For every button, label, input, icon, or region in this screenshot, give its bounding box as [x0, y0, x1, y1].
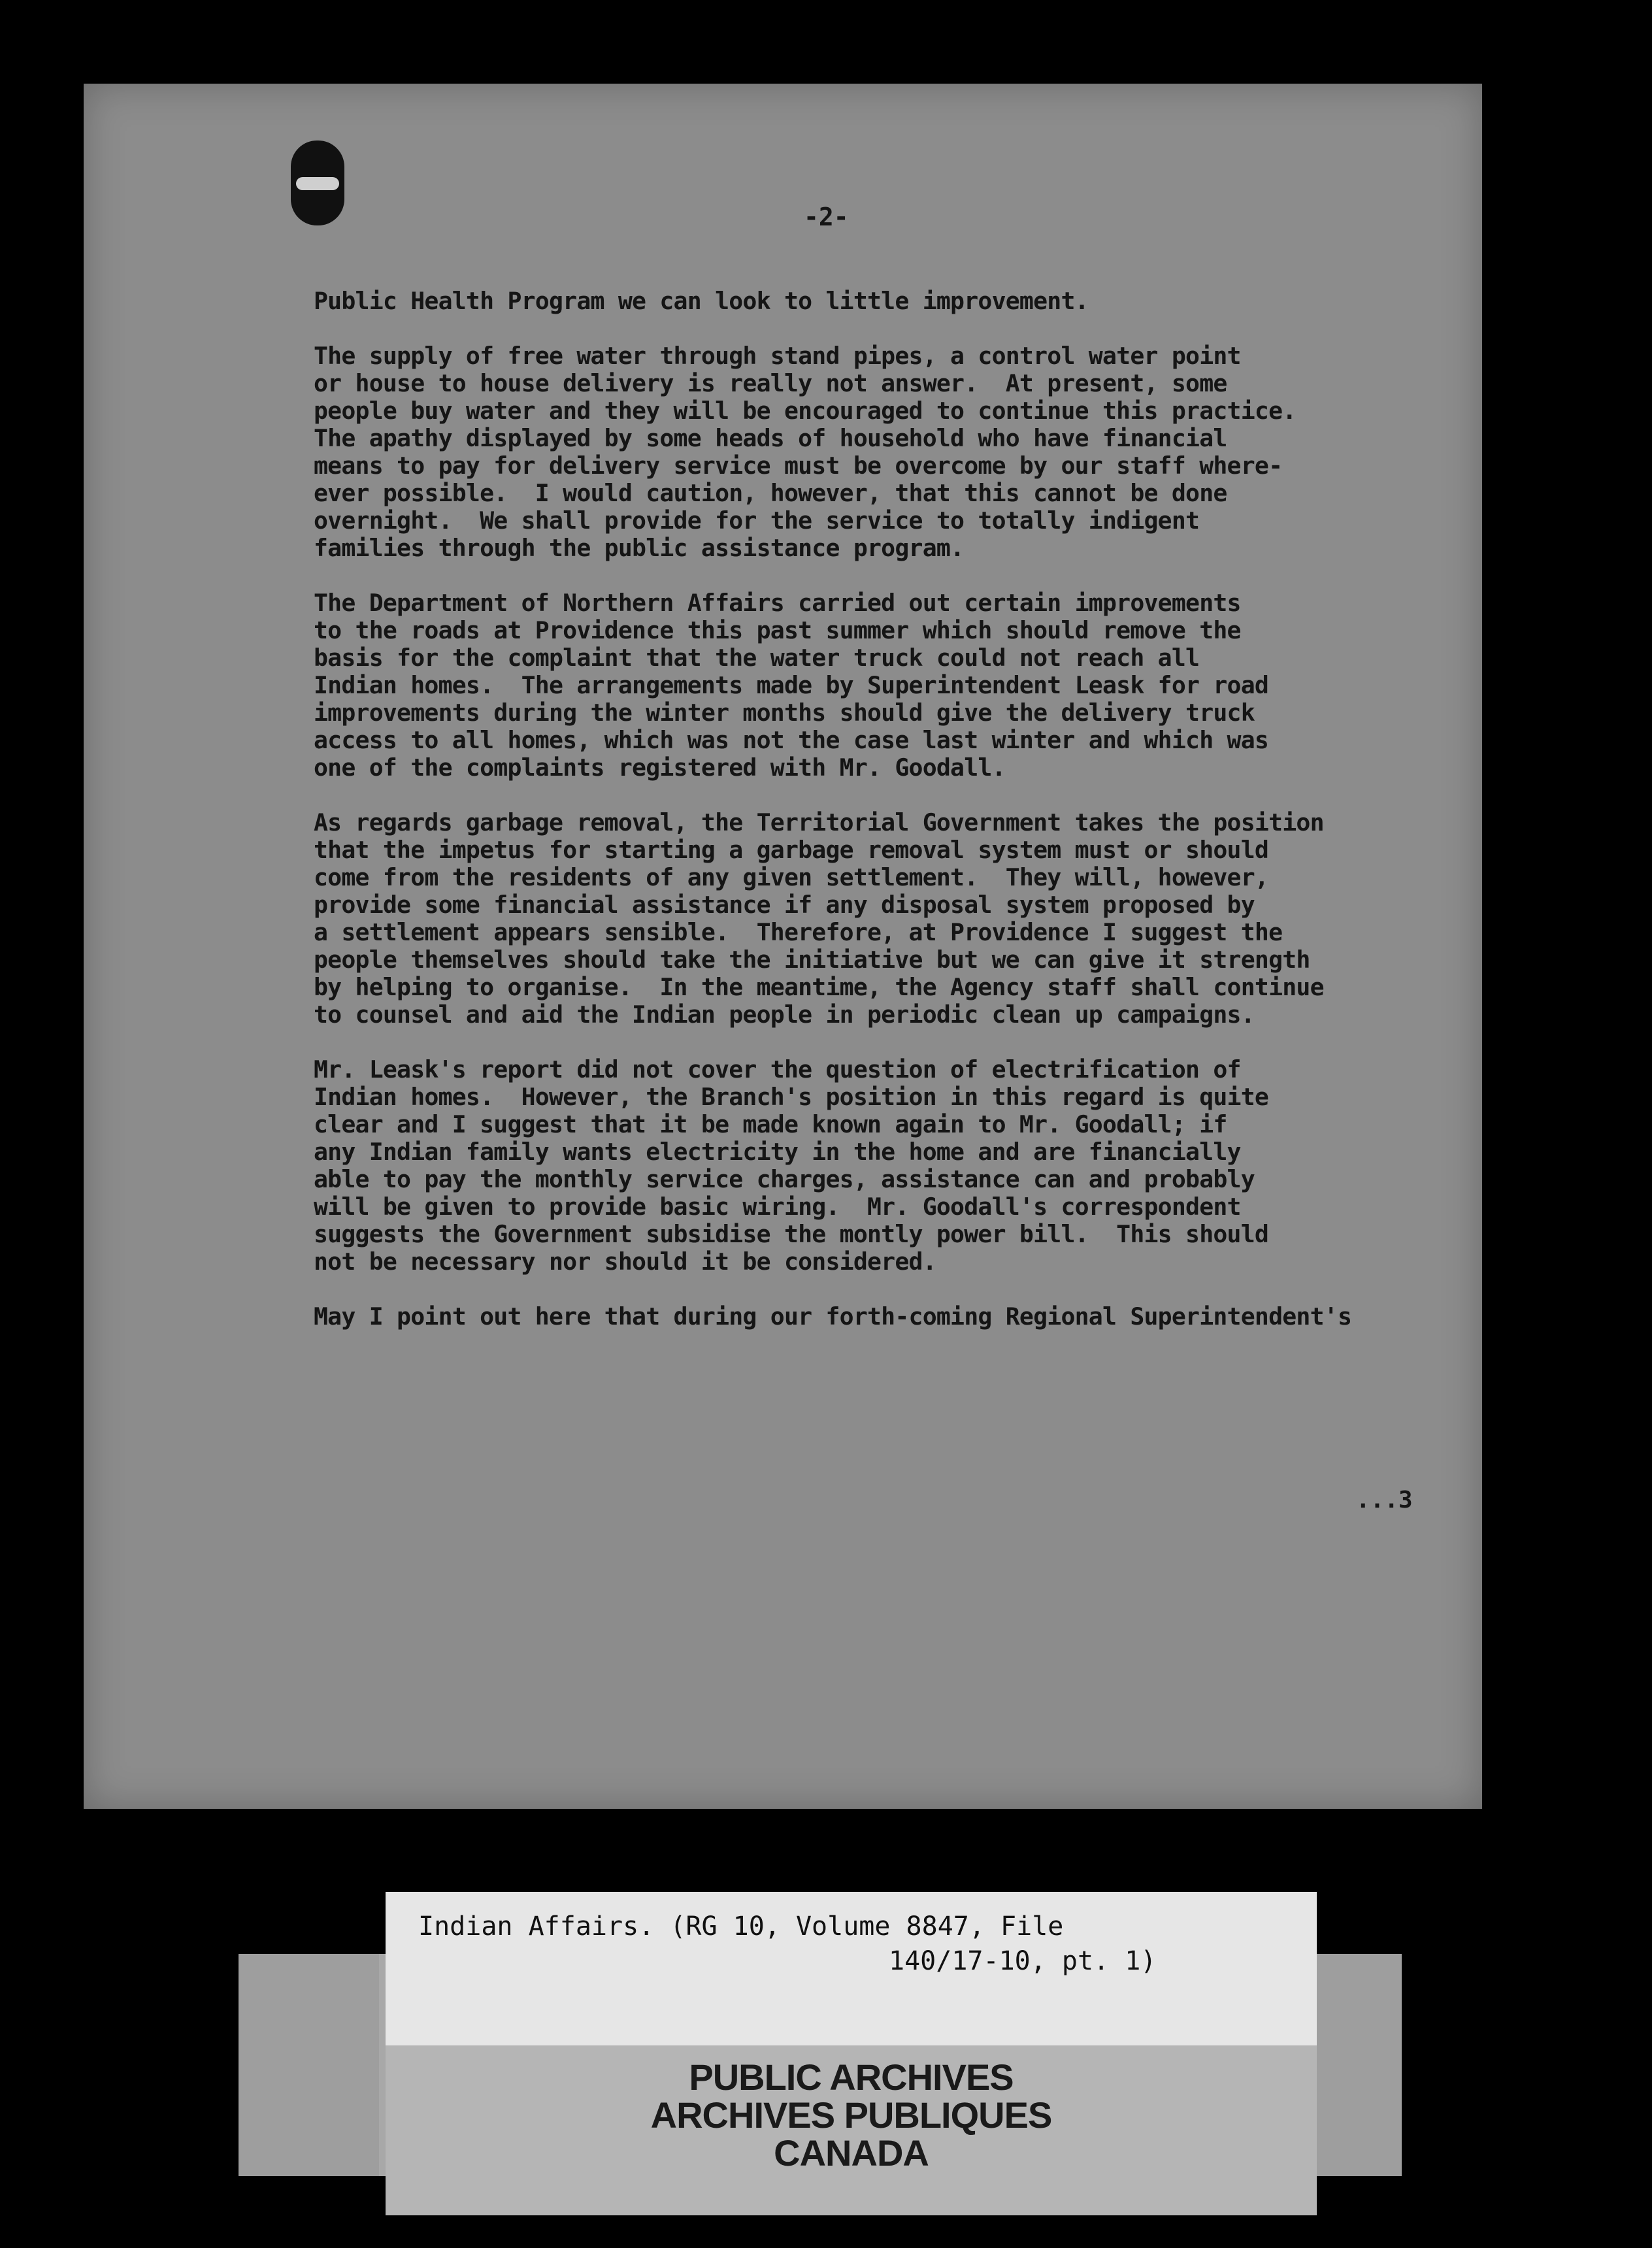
page-number: -2-: [804, 203, 849, 231]
paragraph-2: [314, 342, 1503, 562]
text-line: people buy water and they will be encouraged to continue this practice.: [314, 397, 1297, 425]
text-line: Indian homes. The arrangements made by Superintendent Leask for road: [314, 671, 1269, 699]
text-line: families through the public assistance program.: [314, 534, 965, 562]
text-line: not be necessary nor should it be considered.: [314, 1248, 936, 1276]
text-line: able to pay the monthly service charges, assistance can and probably: [314, 1165, 1255, 1193]
text-line: ever possible. I would caution, however, that this cannot be done: [314, 479, 1227, 507]
text-line: overnight. We shall provide for the service to totally indigent: [314, 506, 1200, 535]
text-line: Mr. Leask's report did not cover the question of electrification of: [314, 1055, 1241, 1083]
archive-reference-line2: 140/17-10, pt. 1): [889, 1946, 1157, 1976]
paragraph-1: [314, 288, 1503, 315]
text-line: suggests the Government subsidise the montly power bill. This should: [314, 1220, 1269, 1248]
text-line: means to pay for delivery service must be overcome by our staff where-: [314, 452, 1283, 480]
text-line: people themselves should take the initiative but we can give it strength: [314, 946, 1310, 974]
text-line: basis for the complaint that the water truck could not reach all: [314, 644, 1200, 672]
text-line: clear and I suggest that it be made known again to Mr. Goodall; if: [314, 1110, 1227, 1138]
text-line: access to all homes, which was not the case last winter and which was: [314, 726, 1269, 754]
text-line: or house to house delivery is really not answer. At present, some: [314, 369, 1227, 397]
text-line: The supply of free water through stand pipes, a control water point: [314, 342, 1241, 370]
text-line: May I point out here that during our forth-coming Regional Superintendent's: [314, 1302, 1352, 1331]
text-line: The apathy displayed by some heads of household who have financial: [314, 424, 1227, 452]
archive-stamp: [386, 2058, 1317, 2172]
text-line: that the impetus for starting a garbage removal system must or should: [314, 836, 1269, 864]
paragraph-6: [314, 1303, 1503, 1331]
text-line: improvements during the winter months should give the delivery truck: [314, 699, 1255, 727]
letter-body: [314, 288, 1503, 1358]
text-line: any Indian family wants electricity in the home and are financially: [314, 1138, 1241, 1166]
stamp-line: PUBLIC ARCHIVES: [689, 2057, 1014, 2098]
text-line: Indian homes. However, the Branch's position in this regard is quite: [314, 1083, 1269, 1111]
text-line: to the roads at Providence this past summer which should remove the: [314, 616, 1241, 644]
paragraph-4: [314, 809, 1503, 1029]
paragraph-3: [314, 589, 1503, 782]
text-line: Public Health Program we can look to little improvement.: [314, 287, 1089, 315]
archive-reference-line1: Indian Affairs. (RG 10, Volume 8847, File: [418, 1911, 1064, 1942]
text-line: The Department of Northern Affairs carried out certain improvements: [314, 589, 1241, 617]
stamp-line: CANADA: [774, 2132, 929, 2174]
text-line: to counsel and aid the Indian people in periodic clean up campaigns.: [314, 1000, 1255, 1029]
text-line: will be given to provide basic wiring. Mr. Goodall's correspondent: [314, 1193, 1241, 1221]
stamp-line: ARCHIVES PUBLIQUES: [650, 2094, 1052, 2136]
text-line: a settlement appears sensible. Therefore, at Providence I suggest the: [314, 918, 1283, 946]
text-line: by helping to organise. In the meantime, the Agency staff shall continue: [314, 973, 1324, 1001]
continuation-marker: ...3: [1356, 1487, 1413, 1513]
text-line: As regards garbage removal, the Territorial Government takes the position: [314, 808, 1324, 836]
text-line: provide some financial assistance if any disposal system proposed by: [314, 891, 1255, 919]
text-line: come from the residents of any given settlement. They will, however,: [314, 863, 1269, 891]
text-line: one of the complaints registered with Mr. Goodall.: [314, 753, 1006, 782]
paragraph-5: [314, 1056, 1503, 1276]
punch-hole: [291, 140, 344, 225]
